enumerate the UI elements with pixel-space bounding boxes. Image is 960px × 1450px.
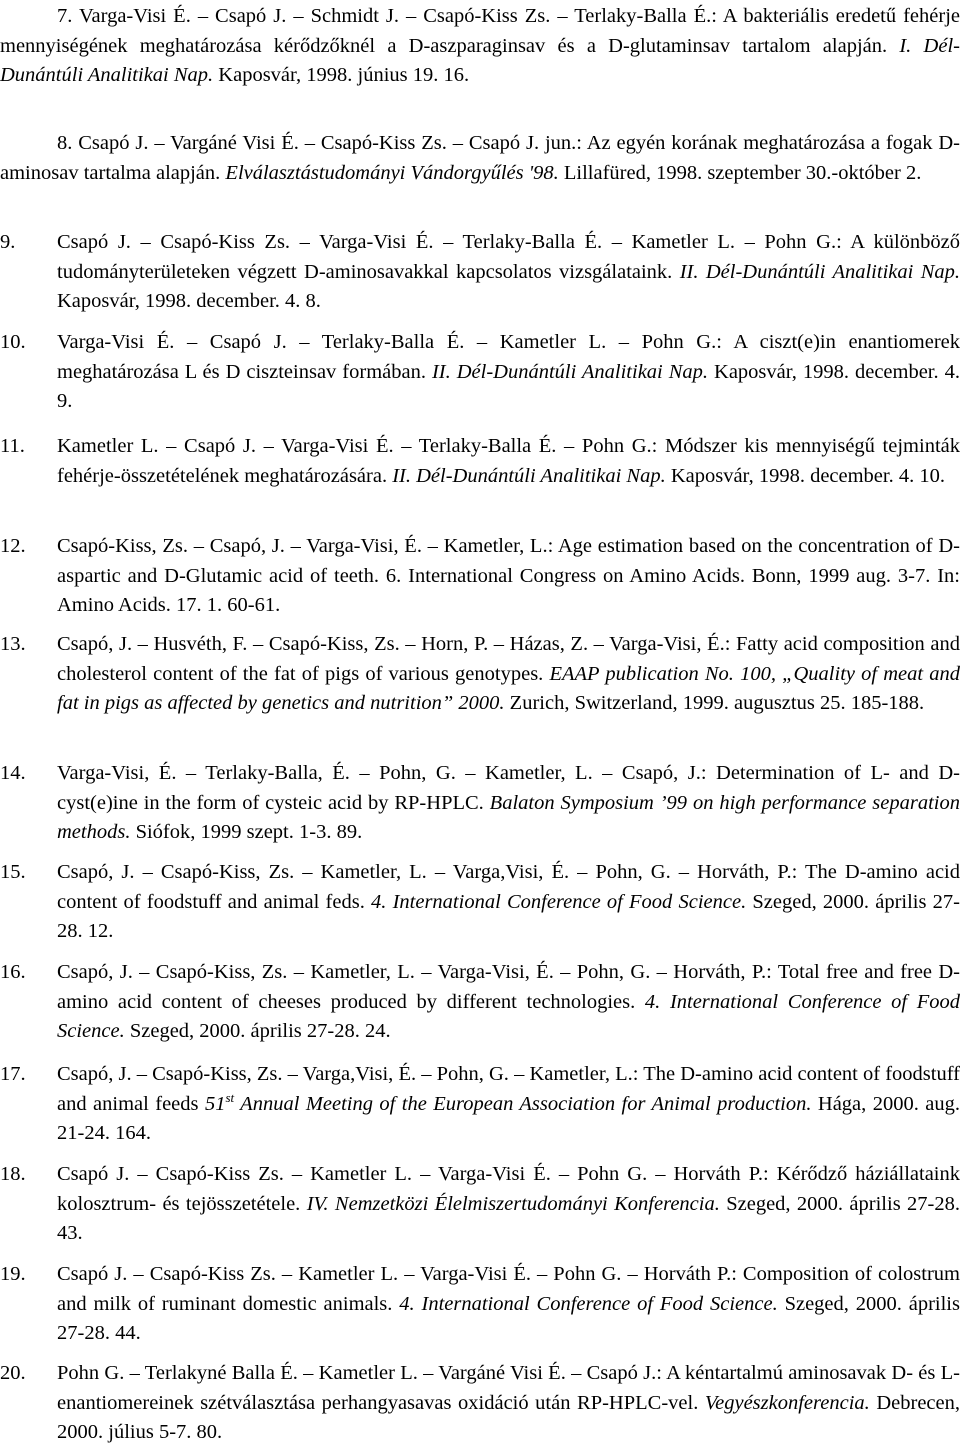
reference-number: 15. bbox=[0, 861, 26, 883]
reference-source: II. Dél-Dunántúli Analitikai Nap. bbox=[392, 464, 666, 487]
reference-source: Annual Meeting of the European Association for Animal production. bbox=[234, 1092, 812, 1115]
reference-number: 19. bbox=[0, 1263, 26, 1285]
reference-source: EAAP publication No. 100, „Quality of meat and fat in pigs as affected by genetics and nutrition” 2000. bbox=[57, 662, 960, 714]
reference-text bbox=[57, 958, 960, 1047]
reference-text bbox=[57, 532, 960, 621]
reference-source: 4. International Conference of Food Science. bbox=[399, 1292, 778, 1315]
reference-text bbox=[57, 328, 960, 417]
reference-item bbox=[0, 2, 960, 91]
reference-text bbox=[57, 1160, 960, 1249]
reference-segment: Csapó J. – Csapó-Kiss Zs. – Kametler L. – Varga-Visi É. – Pohn G. – Horváth P.: Composition of colostrum and milk of ruminant domestic animals. bbox=[57, 1263, 960, 1315]
reference-number: 10. bbox=[0, 331, 26, 353]
reference-number: 14. bbox=[0, 762, 26, 784]
reference-item bbox=[0, 1359, 960, 1448]
reference-item bbox=[0, 759, 960, 848]
reference-segment: Kaposvár, 1998. december. 4. 9. bbox=[57, 360, 960, 412]
reference-segment: Csapó, J. – Husvéth, F. – Csapó-Kiss, Zs. – Horn, P. – Házas, Z. – Varga-Visi, É.: Fatty acid composition and cholesterol content of the fat of pigs of various genotypes. bbox=[57, 633, 960, 685]
reference-item bbox=[0, 1160, 960, 1249]
reference-segment: Szeged, 2000. április 27-28. 43. bbox=[57, 1192, 960, 1244]
reference-item bbox=[0, 630, 960, 719]
reference-number: 17. bbox=[0, 1063, 26, 1085]
reference-segment: Csapó, J. – Csapó-Kiss, Zs. – Varga,Visi, É. – Pohn, G. – Kametler, L.: The D-amino acid content of foodstuff and animal feeds bbox=[57, 1063, 960, 1115]
reference-number: 8. bbox=[57, 132, 79, 154]
reference-source: Elválasztástudományi Vándorgyűlés '98. bbox=[225, 161, 559, 184]
reference-source: Vegyészkonferencia. bbox=[704, 1391, 870, 1414]
reference-item bbox=[0, 228, 960, 317]
reference-text bbox=[57, 630, 960, 719]
reference-text bbox=[57, 858, 960, 947]
reference-source: Balaton Symposium ’99 on high performance separation methods. bbox=[57, 791, 960, 843]
reference-text bbox=[57, 1060, 960, 1149]
reference-segment: Kaposvár, 1998. december. 4. 8. bbox=[57, 290, 321, 312]
reference-segment: Csapó, J. – Csapó-Kiss, Zs. – Kametler, L. – Varga,Visi, É. – Pohn, G. – Horváth, P.: The D-amino acid content of foodstuff and animal feds. bbox=[57, 861, 960, 913]
reference-segment: Siófok, 1999 szept. 1-3. 89. bbox=[130, 821, 363, 843]
reference-text bbox=[57, 1260, 960, 1349]
reference-item bbox=[0, 328, 960, 417]
reference-item bbox=[0, 129, 960, 188]
reference-source: 4. International Conference of Food Science. bbox=[371, 890, 747, 913]
reference-segment: Csapó J. – Csapó-Kiss Zs. – Varga-Visi É. – Terlaky-Balla É. – Kametler L. – Pohn G.: A különböző tudományterületeken végzett D-aminosavakkal kapcsolatos vizsgálataink. bbox=[57, 231, 960, 283]
reference-item bbox=[0, 1060, 960, 1149]
reference-number: 9. bbox=[0, 231, 16, 253]
reference-segment: Varga-Visi É. – Csapó J. – Terlaky-Balla É. – Kametler L. – Pohn G.: A ciszt(e)in enantiomerek meghatározása L és D ciszteinsav formában. bbox=[57, 331, 960, 383]
reference-item bbox=[0, 1260, 960, 1349]
reference-segment: Szeged, 2000. április 27-28. 24. bbox=[124, 1020, 391, 1042]
reference-source: I. Dél-Dunántúli Analitikai Nap. bbox=[0, 34, 960, 86]
reference-source: II. Dél-Dunántúli Analitikai Nap. bbox=[679, 260, 960, 283]
reference-segment: Csapó, J. – Csapó-Kiss, Zs. – Kametler, L. – Varga-Visi, É. – Pohn, G. – Horváth, P.: Total free and free D-amino acid content of cheeses produced by different technologies. bbox=[57, 961, 960, 1013]
reference-segment: Varga-Visi, É. – Terlaky-Balla, É. – Pohn, G. – Kametler, L. – Csapó, J.: Determination of L- and D-cyst(e)ine in the form of cysteic acid by RP-HPLC. bbox=[57, 762, 960, 814]
reference-segment: Pohn G. – Terlakyné Balla É. – Kametler L. – Vargáné Visi É. – Csapó J.: A kéntartalmú aminosavak D- és L-enantiomereinek szétválasztása perhangyasavas oxidáció után RP-HPLC-vel. bbox=[57, 1362, 960, 1414]
reference-source: st bbox=[225, 1089, 235, 1105]
reference-source: 4. International Conference of Food Science. bbox=[57, 990, 960, 1042]
reference-segment: Kaposvár, 1998. december. 4. 10. bbox=[665, 464, 945, 487]
reference-number: 16. bbox=[0, 961, 26, 983]
reference-number: 18. bbox=[0, 1163, 26, 1185]
reference-text bbox=[57, 1359, 960, 1448]
reference-item bbox=[0, 858, 960, 947]
reference-number: 20. bbox=[0, 1362, 26, 1384]
reference-segment: Kaposvár, 1998. június 19. 16. bbox=[213, 64, 470, 86]
reference-number: 7. bbox=[57, 5, 79, 27]
reference-segment: Hága, 2000. aug. 21-24. 164. bbox=[57, 1092, 960, 1144]
reference-source: IV. Nemzetközi Élelmiszertudományi Konferencia. bbox=[306, 1192, 720, 1215]
reference-segment: Debrecen, 2000. július 5-7. 80. bbox=[57, 1391, 960, 1443]
reference-source: II. Dél-Dunántúli Analitikai Nap. bbox=[431, 360, 709, 383]
reference-segment: Szeged, 2000. április 27-28. 12. bbox=[57, 890, 960, 942]
reference-text bbox=[57, 228, 960, 317]
reference-segment: Szeged, 2000. április 27-28. 44. bbox=[57, 1292, 960, 1344]
reference-number: 13. bbox=[0, 633, 26, 655]
reference-text bbox=[57, 432, 960, 491]
reference-text bbox=[57, 759, 960, 848]
reference-text bbox=[0, 2, 960, 91]
reference-segment: Varga-Visi É. – Csapó J. – Schmidt J. – Csapó-Kiss Zs. – Terlaky-Balla É.: A bakteriális eredetű fehérje mennyiségének meghatározása kérődzőknél a D-aszparaginsav és a D-glutaminsav tartalom alapján. bbox=[0, 5, 960, 57]
reference-number: 12. bbox=[0, 535, 26, 557]
reference-text bbox=[0, 129, 960, 188]
reference-source: 51 bbox=[204, 1092, 226, 1115]
reference-segment: Csapó-Kiss, Zs. – Csapó, J. – Varga-Visi, É. – Kametler, L.: Age estimation based on the concentration of D-aspartic and D-Glutamic acid of teeth. 6. International Congress on Amino Acids. Bonn, 1999 aug. 3-7. In: Amino Acids. 17. 1. 60-61. bbox=[57, 535, 960, 616]
reference-item bbox=[0, 432, 960, 491]
reference-segment: Csapó J. – Csapó-Kiss Zs. – Kametler L. – Varga-Visi É. – Pohn G. – Horváth P.: Kérődző háziállataink kolosztrum- és tejösszetétele. bbox=[57, 1163, 960, 1215]
reference-item bbox=[0, 532, 960, 621]
reference-segment: Lillafüred, 1998. szeptember 30.-október 2. bbox=[558, 161, 922, 184]
reference-segment: Kametler L. – Csapó J. – Varga-Visi É. – Terlaky-Balla É. – Pohn G.: Módszer kis mennyiségű tejminták fehérje-összetételének meghatározására. bbox=[57, 435, 960, 487]
reference-segment: Zurich, Switzerland, 1999. augusztus 25. 185-188. bbox=[504, 692, 925, 714]
reference-segment: Csapó J. – Vargáné Visi É. – Csapó-Kiss Zs. – Csapó J. jun.: Az egyén korának meghatározása a fogak D-aminosav tartalma alapján. bbox=[0, 132, 960, 184]
reference-number: 11. bbox=[0, 435, 25, 457]
reference-item bbox=[0, 958, 960, 1047]
